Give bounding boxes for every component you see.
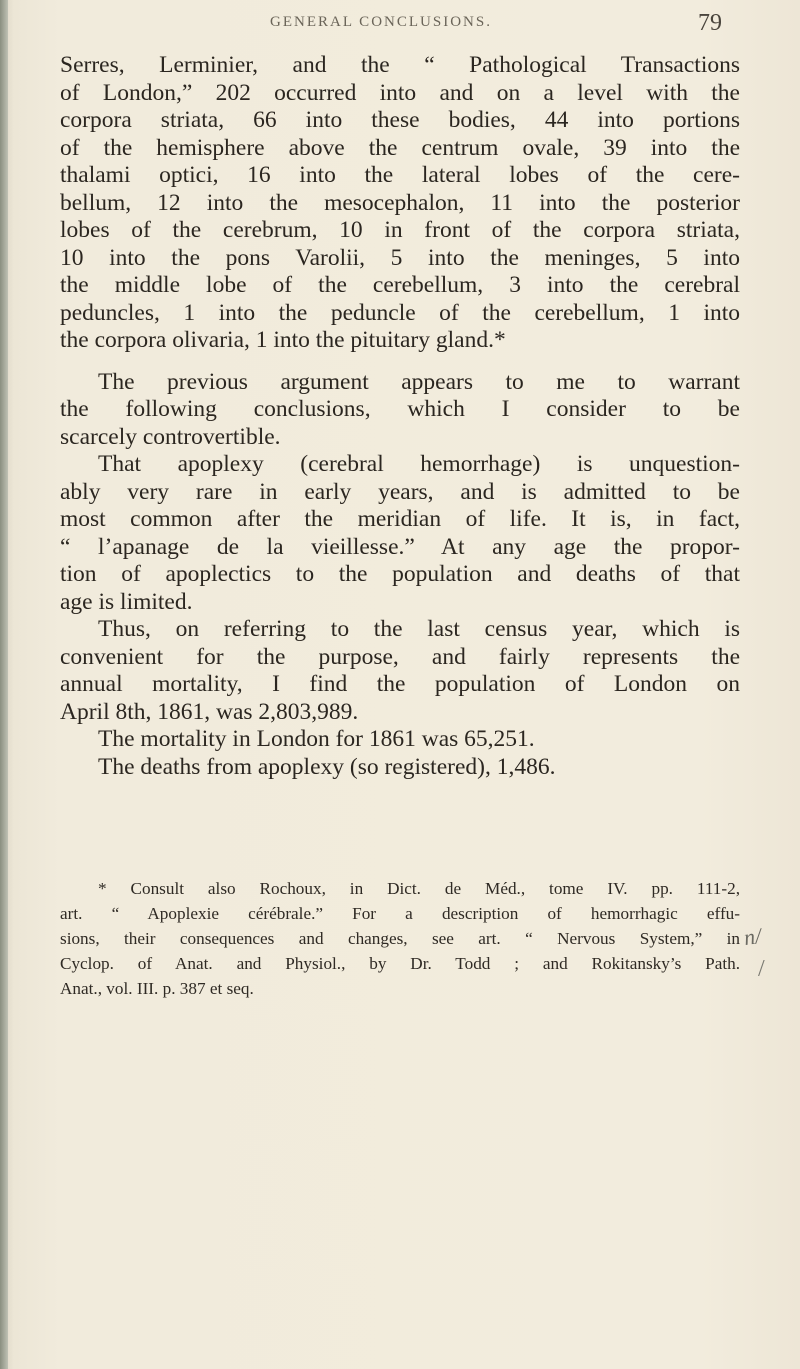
text-line: the following conclusions, which I consider to be — [60, 396, 740, 422]
text-line: corpora striata, 66 into these bodies, 44 into portions — [60, 107, 740, 133]
text-line: lobes of the cerebrum, 10 in front of the corpora striata, — [60, 217, 740, 243]
text-line: the middle lobe of the cerebellum, 3 into the cerebral — [60, 272, 740, 298]
footnote-line: * Consult also Rochoux, in Dict. de Méd., tome IV. pp. 111-2, — [98, 879, 740, 898]
text-line: April 8th, 1861, was 2,803,989. — [60, 698, 359, 725]
text-line: “ l’apanage de la vieillesse.” At any age the propor- — [60, 533, 740, 560]
text-line: Thus, on referring to the last census year, which is — [98, 616, 740, 642]
paragraph-1 — [60, 52, 740, 355]
text-line: thalami optici, 16 into the lateral lobes of the cere- — [60, 162, 740, 188]
paragraph-2 — [60, 369, 740, 452]
footnote-line: sions, their consequences and changes, see art. “ Nervous System,” in — [60, 929, 740, 948]
text-line: Serres, Lerminier, and the “ Pathological Transactions — [60, 52, 740, 78]
text-line: age is limited. — [60, 588, 193, 615]
text-line: The mortality in London for 1861 was 65,251. — [98, 726, 535, 752]
paragraph-3 — [60, 451, 740, 616]
paragraph-5 — [60, 726, 740, 754]
footnote-line: art. “ Apoplexie cérébrale.” For a description of hemorrhagic effu- — [60, 904, 740, 923]
paragraph-gap — [60, 355, 740, 369]
paragraph-4 — [60, 616, 740, 726]
text-line: The deaths from apoplexy (so registered), 1,486. — [98, 753, 556, 780]
handwritten-margin-mark: n/ — [742, 922, 763, 951]
footnote — [60, 876, 740, 1001]
text-line: annual mortality, I find the population of London on — [60, 671, 740, 697]
text-line: convenient for the purpose, and fairly represents the — [60, 643, 740, 670]
text-line: bellum, 12 into the mesocephalon, 11 into the posterior — [60, 189, 740, 216]
page-number: 79 — [698, 10, 722, 36]
paragraph-6 — [60, 754, 740, 782]
text-line: ably very rare in early years, and is admitted to be — [60, 478, 740, 505]
text-line: scarcely controvertible. — [60, 423, 281, 450]
text-line: of the hemisphere above the centrum ovale, 39 into the — [60, 134, 740, 161]
text-line: of London,” 202 occurred into and on a level with the — [60, 79, 740, 106]
text-line: That apoplexy (cerebral hemorrhage) is unquestion- — [98, 451, 740, 477]
text-line: peduncles, 1 into the peduncle of the cerebellum, 1 into — [60, 299, 740, 326]
text-line: 10 into the pons Varolii, 5 into the meninges, 5 into — [60, 244, 740, 271]
text-line: The previous argument appears to me to warrant — [98, 368, 740, 395]
page-header — [0, 8, 800, 48]
footnote-line: Anat., vol. III. p. 387 et seq. — [60, 979, 254, 998]
text-line: the corpora olivaria, 1 into the pituitary gland.* — [60, 327, 506, 353]
running-head: GENERAL CONCLUSIONS. — [270, 14, 492, 30]
handwritten-margin-slash: / — [758, 956, 765, 982]
text-line: most common after the meridian of life. It is, in fact, — [60, 506, 740, 532]
page-binding-edge — [0, 0, 8, 1369]
footnote-line: Cyclop. of Anat. and Physiol., by Dr. Todd ; and Rokitansky’s Path. — [60, 954, 740, 973]
text-line: tion of apoplectics to the population and deaths of that — [60, 561, 740, 587]
main-text — [60, 52, 740, 781]
